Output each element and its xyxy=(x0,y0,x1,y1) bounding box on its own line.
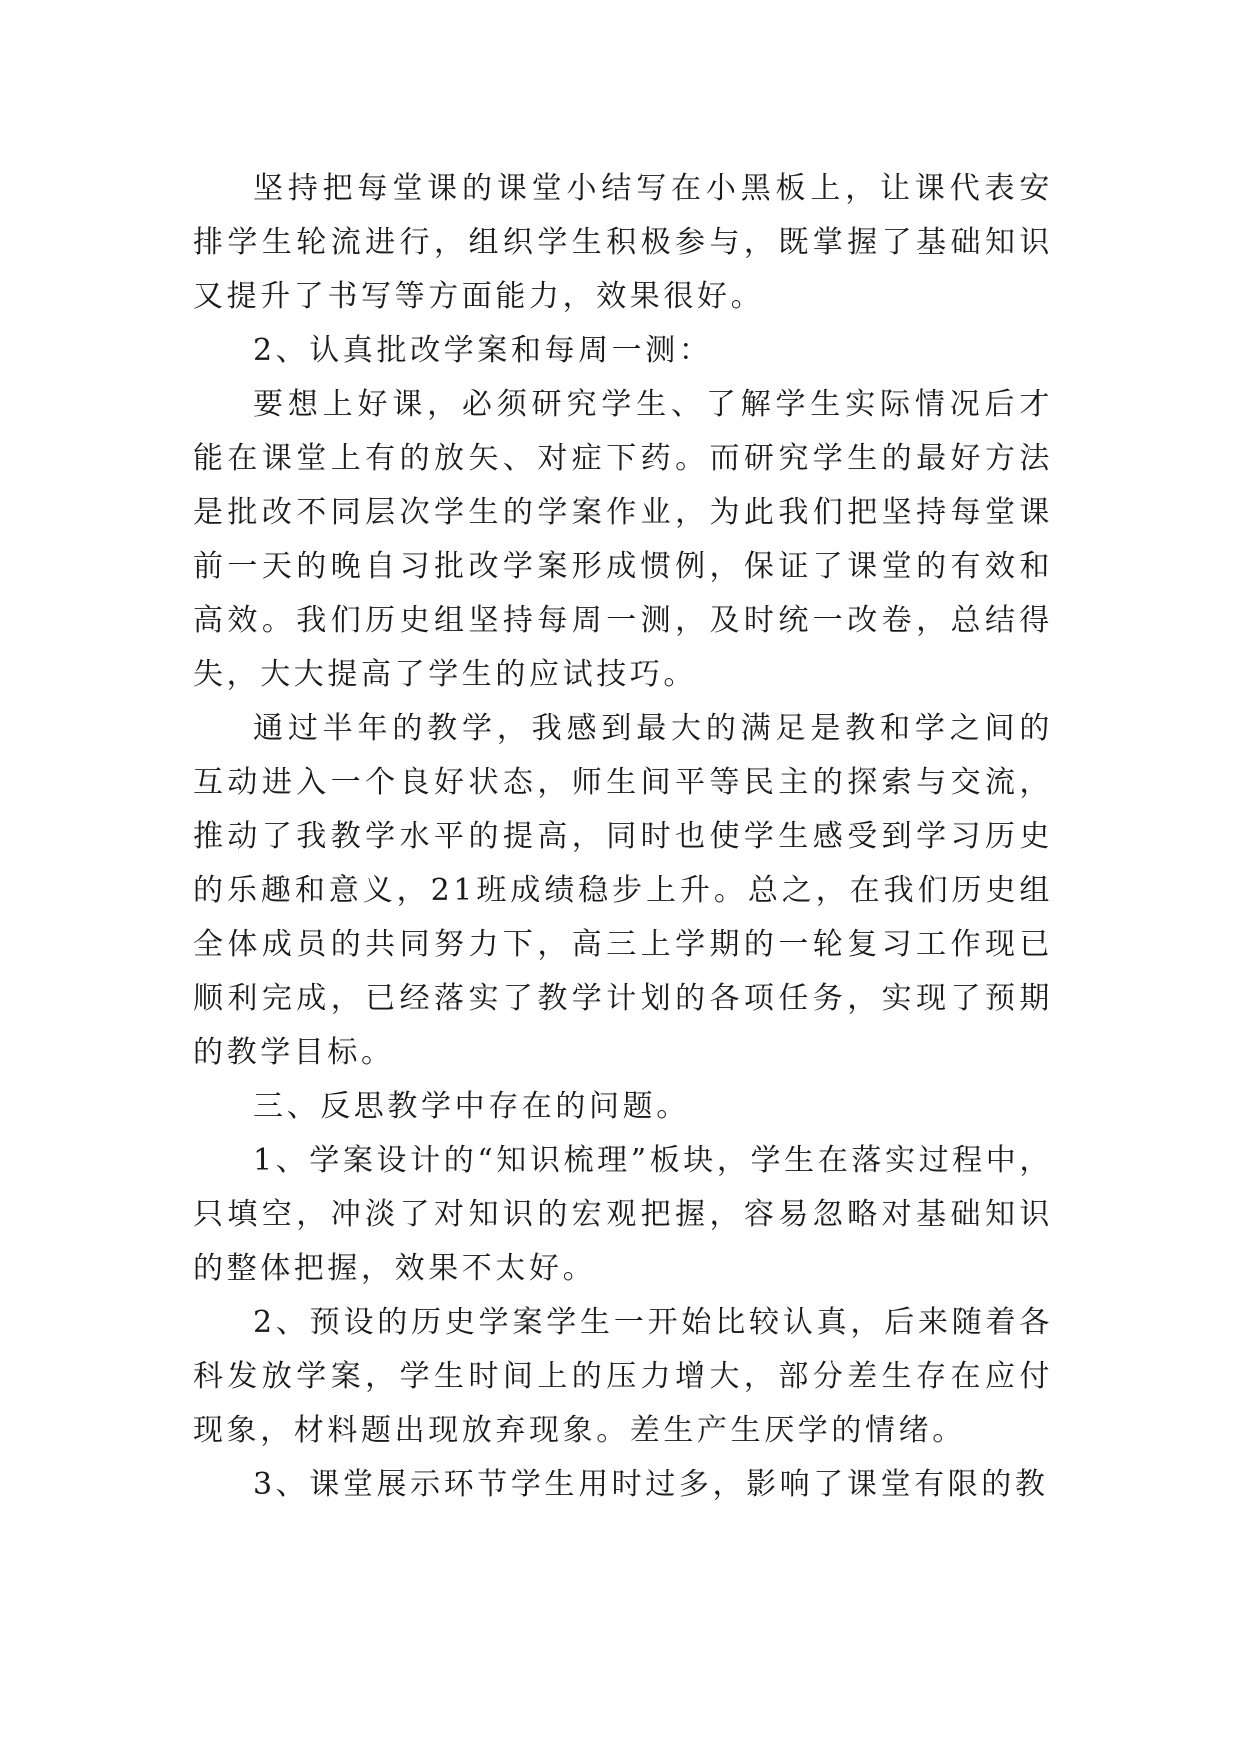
paragraph-problem-3: 3、课堂展示环节学生用时过多，影响了课堂有限的教 xyxy=(253,1467,1049,1502)
paragraph-heading-grading: 2、认真批改学案和每周一测： xyxy=(253,333,713,368)
paragraph-half-year-review: 通过半年的教学，我感到最大的满足是教和学之间的互动进入一个良好状态，师生间平等民主的探索与交流，推动了我教学水平的提高，同时也使学生感受到学习历史的乐趣和意义，21班成绩稳步上升。总之，在我们历史组全体成员的共同努力下，高三上学期的一轮复习工作现已顺利完成，已经落实了教学计划的各项任务，实现了预期的教学目标。 xyxy=(193,711,1053,1070)
paragraph-research-students: 要想上好课，必须研究学生、了解学生实际情况后才能在课堂上有的放矢、对症下药。而研究学生的最好方法是批改不同层次学生的学案作业，为此我们把坚持每堂课前一天的晚自习批改学案形成惯例，保证了课堂的有效和高效。我们历史组坚持每周一测，及时统一改卷，总结得失，大大提高了学生的应试技巧。 xyxy=(193,387,1053,692)
document-body xyxy=(193,162,1053,1512)
paragraph-problem-2: 2、预设的历史学案学生一开始比较认真，后来随着各科发放学案，学生时间上的压力增大，部分差生存在应付现象，材料题出现放弃现象。差生产生厌学的情绪。 xyxy=(193,1305,1053,1448)
paragraph-problem-1: 1、学案设计的“知识梳理”板块，学生在落实过程中，只填空，冲淡了对知识的宏观把握，容易忽略对基础知识的整体把握，效果不太好。 xyxy=(193,1143,1053,1286)
paragraph-heading-problems: 三、反思教学中存在的问题。 xyxy=(253,1089,690,1124)
paragraph-summary-practice: 坚持把每堂课的课堂小结写在小黑板上，让课代表安排学生轮流进行，组织学生积极参与，既掌握了基础知识又提升了书写等方面能力，效果很好。 xyxy=(193,171,1053,314)
